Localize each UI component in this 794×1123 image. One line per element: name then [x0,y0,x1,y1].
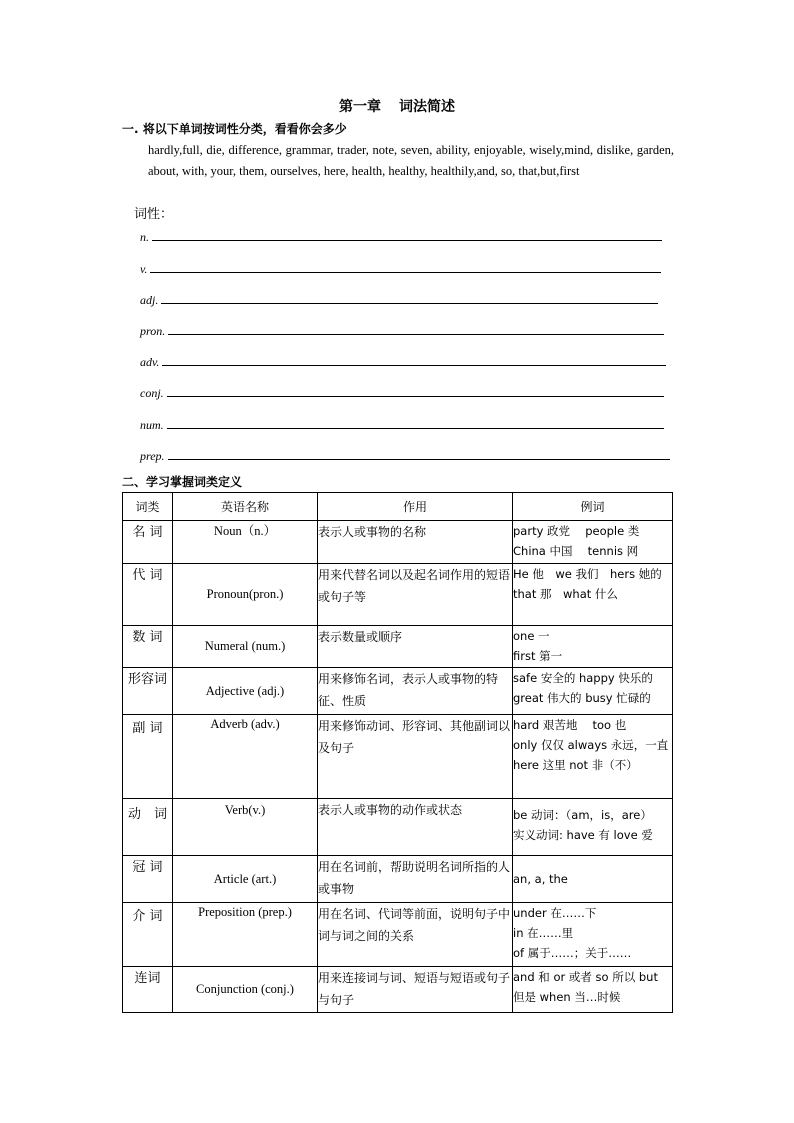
word-class-cell: 数 词 [123,626,173,668]
example-line: under 在……下 [513,906,597,920]
header-cell: 例词 [513,493,673,521]
example-line: here 这里 not 非（不） [513,758,638,772]
example-line: and 和 or 或者 so 所以 but [513,970,658,984]
pos-line-verb [140,256,661,276]
english-name-cell: Adjective (adj.) [173,668,318,715]
example-line: party 政党 people 类 [513,524,640,538]
example-cell [513,856,673,903]
pos-line-label: conj. [140,386,164,400]
pos-line-label: pron. [140,324,166,338]
example-line: hard 艰苦地 too 也 [513,718,627,732]
pos-line-conjunction [140,380,664,400]
table-header-row [123,493,673,521]
header-cell: 词类 [123,493,173,521]
example-line: great 伟大的 busy 忙碌的 [513,691,651,705]
chapter-topic: 词法简述 [399,99,455,115]
table-row [123,564,673,626]
example-cell [513,799,673,856]
pos-line-pronoun [140,318,664,338]
word-class-cell: 形容词 [123,668,173,715]
word-class-cell: 代 词 [123,564,173,626]
pos-line-label: v. [140,262,148,276]
word-class-cell: 冠 词 [123,856,173,903]
example-cell [513,626,673,668]
answer-blank[interactable] [152,240,662,241]
table-row [123,626,673,668]
function-cell: 用来修饰动词、形容词、其他副词以及句子 [318,715,513,799]
table-row [123,856,673,903]
chapter-number: 第一章 [339,99,381,115]
example-cell [513,967,673,1013]
table-row [123,521,673,564]
word-class-cell: 名 词 [123,521,173,564]
function-cell: 表示人或事物的动作或状态 [318,799,513,856]
example-cell [513,715,673,799]
english-name-cell: Pronoun(pron.) [173,564,318,626]
word-class-cell: 介 词 [123,903,173,967]
english-name-cell: Article (art.) [173,856,318,903]
table-row [123,903,673,967]
english-name-cell: Preposition (prep.) [173,903,318,967]
pos-line-noun [140,224,662,244]
pos-line-label: prep. [140,449,165,463]
pos-line-label: n. [140,230,149,244]
example-line: only 仅仅 always 永远，一直 [513,738,669,752]
pos-line-label: num. [140,418,164,432]
example-line: safe 安全的 happy 快乐的 [513,671,653,685]
answer-blank[interactable] [167,428,664,429]
function-cell: 用在名词前，帮助说明名词所指的人或事物 [318,856,513,903]
table-row [123,715,673,799]
example-cell [513,903,673,967]
example-line: that 那 what 什么 [513,587,618,601]
word-list: hardly,full, die, difference, grammar, trader, note, seven, ability, enjoyable, wisely,mind, dislike, garden, about, with, your, them, ourselves, here, health, healthy, healthily,and, so, that,but,first [148,143,674,178]
table-row [123,668,673,715]
english-name-cell: Noun（n.） [173,521,318,564]
example-line: an, a, the [513,872,568,886]
function-cell: 表示人或事物的名称 [318,521,513,564]
example-line: 实义动词: have 有 love 爱 [513,828,653,842]
word-class-table [122,492,673,1013]
answer-blank[interactable] [161,303,658,304]
section1-heading: 一. 将以下单词按词性分类，看看你会多少 [122,122,347,136]
word-class-cell: 副 词 [123,715,173,799]
pos-line-label: adj. [140,293,159,307]
answer-blank[interactable] [150,272,661,273]
answer-blank[interactable] [168,334,664,335]
english-name-cell: Numeral (num.) [173,626,318,668]
header-cell: 作用 [318,493,513,521]
answer-blank[interactable] [167,396,664,397]
example-cell [513,521,673,564]
pos-line-adjective [140,287,658,307]
example-line: of 属于……；关于…… [513,946,632,960]
function-cell: 用在名词、代词等前面，说明句子中词与词之间的关系 [318,903,513,967]
example-line: He 他 we 我们 hers 她的 [513,567,662,581]
function-cell: 用来修饰名词，表示人或事物的特征、性质 [318,668,513,715]
word-class-cell: 动 词 [123,799,173,856]
english-name-cell: Adverb (adv.) [173,715,318,799]
example-line: in 在……里 [513,926,574,940]
function-cell: 用来连接词与词、短语与短语或句子与句子 [318,967,513,1013]
example-line: be 动词：（am，is，are） [513,808,652,822]
example-cell [513,668,673,715]
english-name-cell: Conjunction (conj.) [173,967,318,1013]
function-cell: 表示数量或顺序 [318,626,513,668]
header-cell: 英语名称 [173,493,318,521]
example-line: one 一 [513,629,550,643]
example-cell [513,564,673,626]
page-title [0,96,794,116]
function-cell: 用来代替名词以及起名词作用的短语或句子等 [318,564,513,626]
table-row [123,967,673,1013]
section2-heading: 二、学习掌握词类定义 [122,475,243,489]
word-class-cell: 连词 [123,967,173,1013]
pos-label: 词性： [134,207,174,222]
example-line: first 第一 [513,649,563,663]
answer-blank[interactable] [168,459,670,460]
answer-blank[interactable] [162,365,666,366]
pos-line-adverb [140,349,666,369]
example-line: 但是 when 当…时候 [513,990,621,1004]
english-name-cell: Verb(v.) [173,799,318,856]
pos-line-preposition [140,443,670,463]
pos-line-numeral [140,412,664,432]
example-line: China 中国 tennis 网 [513,544,639,558]
pos-line-label: adv. [140,355,160,369]
table-row [123,799,673,856]
